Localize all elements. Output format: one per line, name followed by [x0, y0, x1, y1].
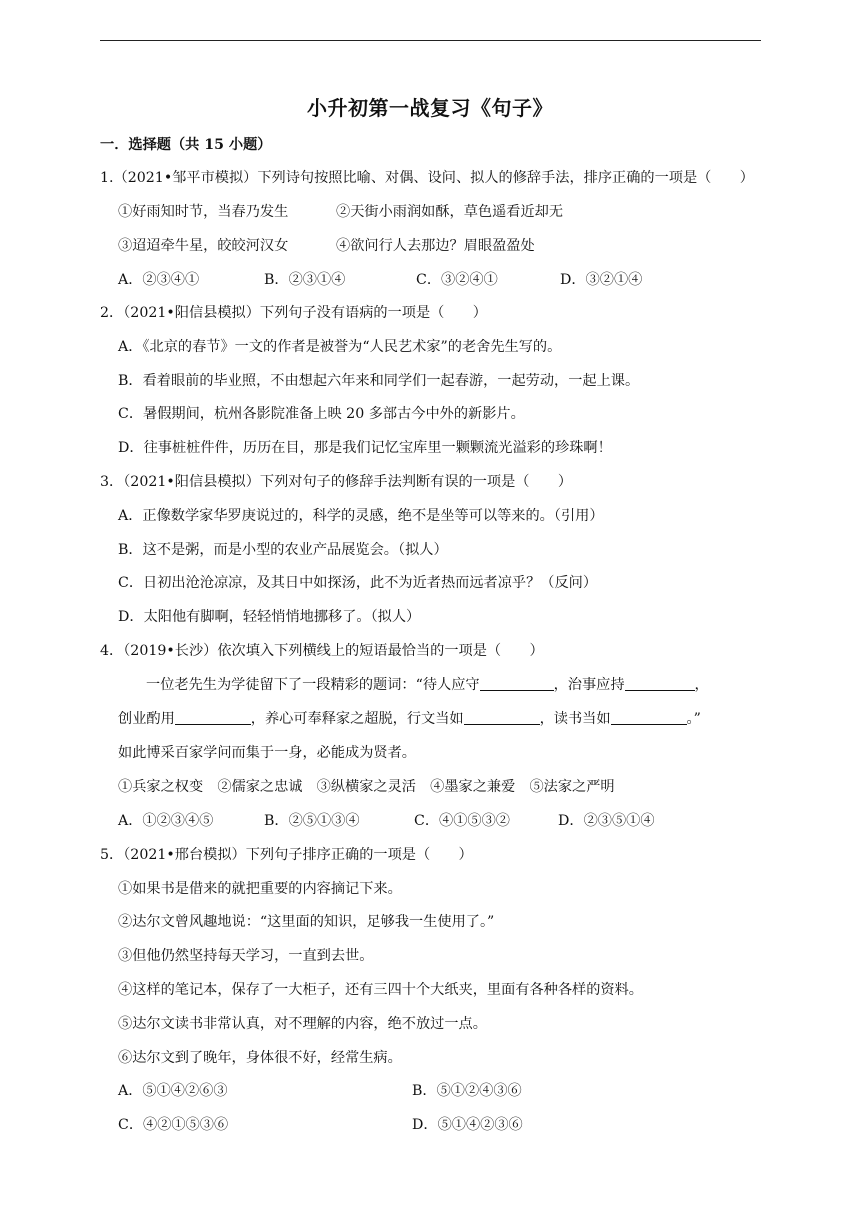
q4-text-2b: ，养心可奉释家之超脱，行文当如 [250, 711, 464, 727]
q1-item-4: ④欲问行人去那边？眉眼盈盈处 [336, 238, 535, 254]
header-rule [100, 40, 761, 41]
q4-stem: 4．（2019•长沙）依次填入下列横线上的短语最恰当的一项是（ ） [100, 643, 544, 659]
q2-option-c[interactable]: C．暑假期间，杭州各影院准备上映 20 多部古今中外的新影片。 [118, 406, 525, 422]
q4-blank-2[interactable] [625, 676, 695, 691]
q2-option-a[interactable]: A．《北京的春节》一文的作者是被誉为“人民艺术家”的老舍先生写的。 [118, 339, 562, 355]
q4-blank-4[interactable] [464, 710, 540, 725]
q4-blank-1[interactable] [480, 676, 554, 691]
page-title: 小升初第一战复习《句子》 [307, 96, 553, 120]
q4-option-d[interactable]: D．②③⑤①④ [558, 813, 655, 829]
q5-item-4: ④这样的笔记本，保存了一大柜子，还有三四十个大纸夹，里面有各种各样的资料。 [118, 982, 643, 998]
section-heading: 一．选择题（共 15 小题） [100, 137, 272, 153]
q5-stem: 5．（2021•邢台模拟）下列句子排序正确的一项是（ ） [100, 847, 473, 863]
q3-option-b[interactable]: B．这不是粥，而是小型的农业产品展览会。（拟人） [118, 542, 448, 558]
q4-items: ①兵家之权变 ②儒家之忠诚 ③纵横家之灵活 ④墨家之兼爱 ⑤法家之严明 [118, 779, 615, 795]
q1-option-b[interactable]: B．②③①④ [264, 272, 346, 288]
q4-passage-line-3: 如此博采百家学问而集于一身，必能成为贤者。 [118, 745, 416, 761]
q5-item-2: ②达尔文曾风趣地说：“这里面的知识，足够我一生使用了。” [118, 914, 495, 930]
q1-item-3: ③迢迢牵牛星，皎皎河汉女 [118, 238, 289, 254]
q4-text-1a: 一位老先生为学徒留下了一段精彩的题词：“待人应守 [146, 677, 480, 693]
q4-text-1c: ， [694, 677, 709, 693]
q5-option-a[interactable]: A．⑤①④②⑥③ [118, 1083, 228, 1099]
q4-blank-5[interactable] [611, 710, 687, 725]
q1-option-a[interactable]: A．②③④① [118, 272, 200, 288]
q4-option-a[interactable]: A．①②③④⑤ [118, 813, 214, 829]
q1-item-1: ①好雨知时节，当春乃发生 [118, 204, 289, 220]
q4-text-2c: ，读书当如 [539, 711, 611, 727]
q4-passage-line-2 [118, 709, 701, 729]
q3-option-a[interactable]: A．正像数学家华罗庚说过的，科学的灵感，绝不是坐等可以等来的。（引用） [118, 508, 604, 524]
q1-item-2: ②天街小雨润如酥，草色遥看近却无 [336, 204, 564, 220]
q4-blank-3[interactable] [175, 710, 251, 725]
q2-option-d[interactable]: D．往事桩桩件件，历历在目，那是我们记忆宝库里一颗颗流光溢彩的珍珠啊！ [118, 440, 612, 456]
q1-option-d[interactable]: D．③②①④ [560, 272, 643, 288]
q1-stem: 1.（2021•邹平市模拟）下列诗句按照比喻、对偶、设问、拟人的修辞手法，排序正确的一项是（ ） [100, 170, 754, 186]
q2-option-b[interactable]: B．看着眼前的毕业照，不由想起六年来和同学们一起春游，一起劳动，一起上课。 [118, 373, 640, 389]
q4-passage-line-1 [146, 675, 709, 695]
q3-stem: 3．（2021•阳信县模拟）下列对句子的修辞手法判断有误的一项是（ ） [100, 474, 573, 490]
q1-option-c[interactable]: C．③②④① [416, 272, 498, 288]
q5-option-d[interactable]: D．⑤①④②③⑥ [412, 1117, 523, 1133]
q4-option-b[interactable]: B．②⑤①③④ [264, 813, 360, 829]
q5-item-6: ⑥达尔文到了晚年，身体很不好，经常生病。 [118, 1050, 402, 1066]
q5-option-c[interactable]: C．④②①⑤③⑥ [118, 1117, 229, 1133]
q4-text-2a: 创业酌用 [118, 711, 175, 727]
q5-item-1: ①如果书是借来的就把重要的内容摘记下来。 [118, 881, 402, 897]
q4-text-1b: ，治事应持 [553, 677, 625, 693]
q5-option-b[interactable]: B．⑤①②④③⑥ [412, 1083, 522, 1099]
q3-option-d[interactable]: D．太阳他有脚啊，轻轻悄悄地挪移了。（拟人） [118, 609, 421, 625]
q4-option-c[interactable]: C．④①⑤③② [414, 813, 510, 829]
q5-item-3: ③但他仍然坚持每天学习，一直到去世。 [118, 948, 374, 964]
q4-text-2d: 。” [686, 711, 701, 727]
q5-item-5: ⑤达尔文读书非常认真，对不理解的内容，绝不放过一点。 [118, 1016, 487, 1032]
q3-option-c[interactable]: C．日初出沧沧凉凉，及其日中如探汤，此不为近者热而远者凉乎？（反问） [118, 575, 598, 591]
q2-stem: 2．（2021•阳信县模拟）下列句子没有语病的一项是（ ） [100, 305, 487, 321]
